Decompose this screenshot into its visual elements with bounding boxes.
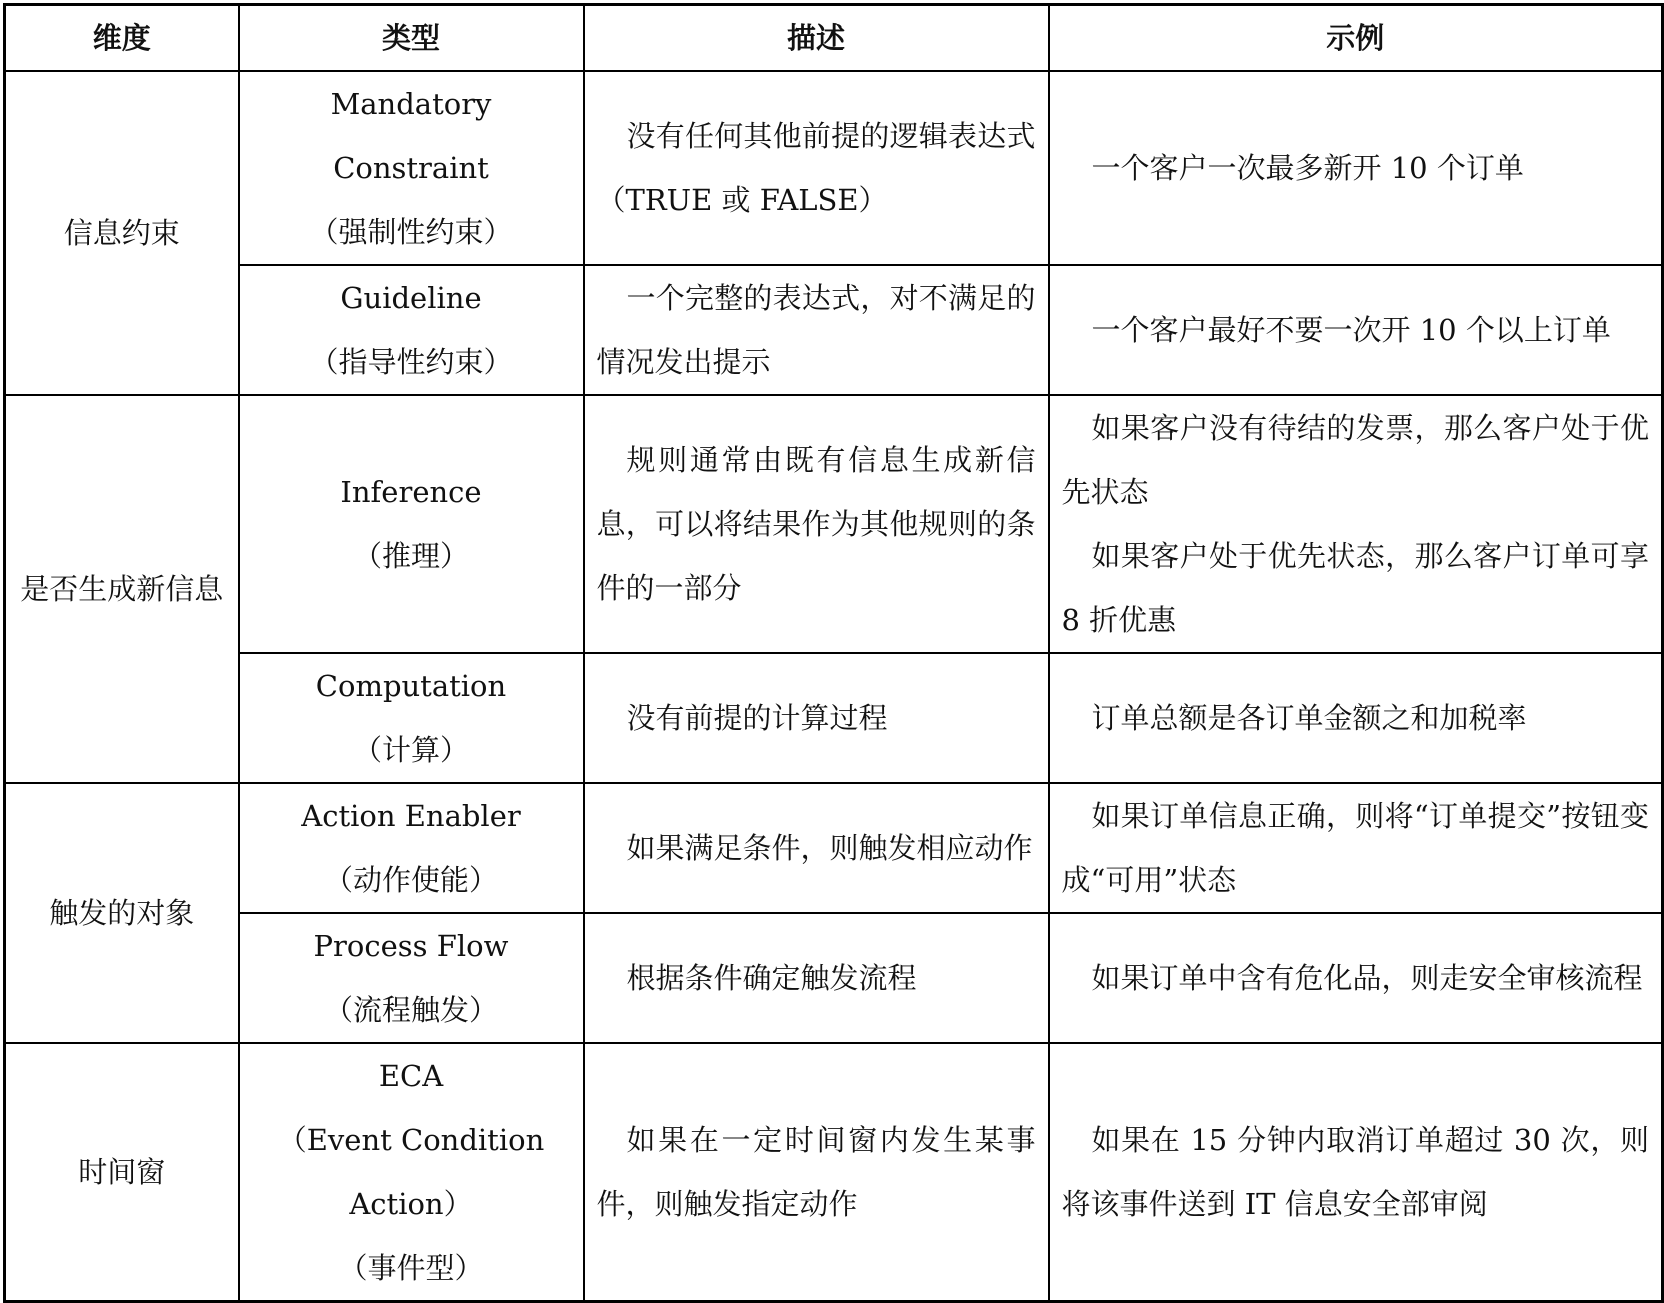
description-text: 如果在一定时间窗内发生某事件，则触发指定动作 [596,1123,1036,1221]
header-dimension: 维度 [5,5,239,72]
dimension-cell: 是否生成新信息 [5,395,239,783]
table-row [5,265,1663,395]
header-description: 描述 [584,5,1049,72]
table-row [5,71,1663,265]
example-cell [1049,913,1663,1043]
type-cell [239,653,584,783]
type-cell [239,783,584,913]
example-cell [1049,265,1663,395]
example-cell [1049,783,1663,913]
example-text: 一个客户最好不要一次开 10 个以上订单 [1091,313,1611,347]
type-cell [239,395,584,653]
type-subtitle: （计算） [352,733,469,767]
type-name: Guideline [340,281,482,315]
description-cell [584,395,1049,653]
example-cell [1049,1043,1663,1302]
description-text: 如果满足条件，则触发相应动作 [626,831,1033,865]
table-row [5,395,1663,653]
example-text: 一个客户一次最多新开 10 个订单 [1091,151,1524,185]
type-name: Inference [340,475,482,509]
dimension-cell: 信息约束 [5,71,239,395]
type-subtitle: （推理） [352,539,469,573]
description-text: 根据条件确定触发流程 [626,961,917,995]
example-cell [1049,71,1663,265]
example-text: 订单总额是各订单金额之和加税率 [1091,701,1527,735]
business-rules-table [3,3,1664,1303]
example-text: 如果订单中含有危化品，则走安全审核流程 [1091,961,1643,995]
table-row [5,783,1663,913]
description-cell [584,913,1049,1043]
type-subtitle: （Event Condition Action） [277,1123,545,1221]
dimension-cell: 触发的对象 [5,783,239,1043]
type-cell [239,1043,584,1302]
header-row [5,5,1663,72]
type-cell [239,71,584,265]
example-cell [1049,653,1663,783]
header-type: 类型 [239,5,584,72]
description-cell [584,783,1049,913]
description-cell [584,653,1049,783]
type-cell [239,913,584,1043]
description-cell [584,1043,1049,1302]
description-text: 没有前提的计算过程 [626,701,888,735]
description-text: 一个完整的表达式，对不满足的情况发出提示 [596,281,1036,379]
type-subtitle: （动作使能） [323,863,498,897]
type-subtitle: （流程触发） [323,993,498,1027]
example-text: 如果客户没有待结的发票，那么客户处于优先状态 [1061,411,1649,509]
type-cell [239,265,584,395]
example-text: 如果客户处于优先状态，那么客户订单可享 8 折优惠 [1061,539,1649,637]
table-row [5,653,1663,783]
example-text: 如果订单信息正确，则将“订单提交”按钮变成“可用”状态 [1061,799,1649,897]
type-name: ECA [378,1059,444,1093]
type-name: Computation [315,669,507,703]
description-cell [584,265,1049,395]
example-cell [1049,395,1663,653]
description-text: 没有任何其他前提的逻辑表达式（TRUE 或 FALSE） [596,119,1036,217]
header-example: 示例 [1049,5,1663,72]
table-row [5,1043,1663,1302]
type-subtitle: （事件型） [338,1251,484,1285]
description-cell [584,71,1049,265]
type-subtitle: （强制性约束） [309,215,513,249]
table-row [5,913,1663,1043]
dimension-cell: 时间窗 [5,1043,239,1302]
type-name: Action Enabler [301,799,521,833]
description-text: 规则通常由既有信息生成新信息，可以将结果作为其他规则的条件的一部分 [596,443,1036,605]
type-name: Process Flow [313,929,509,963]
example-text: 如果在 15 分钟内取消订单超过 30 次，则将该事件送到 IT 信息安全部审阅 [1061,1123,1649,1221]
type-name: Mandatory Constraint [330,87,492,185]
type-subtitle: （指导性约束） [309,345,513,379]
